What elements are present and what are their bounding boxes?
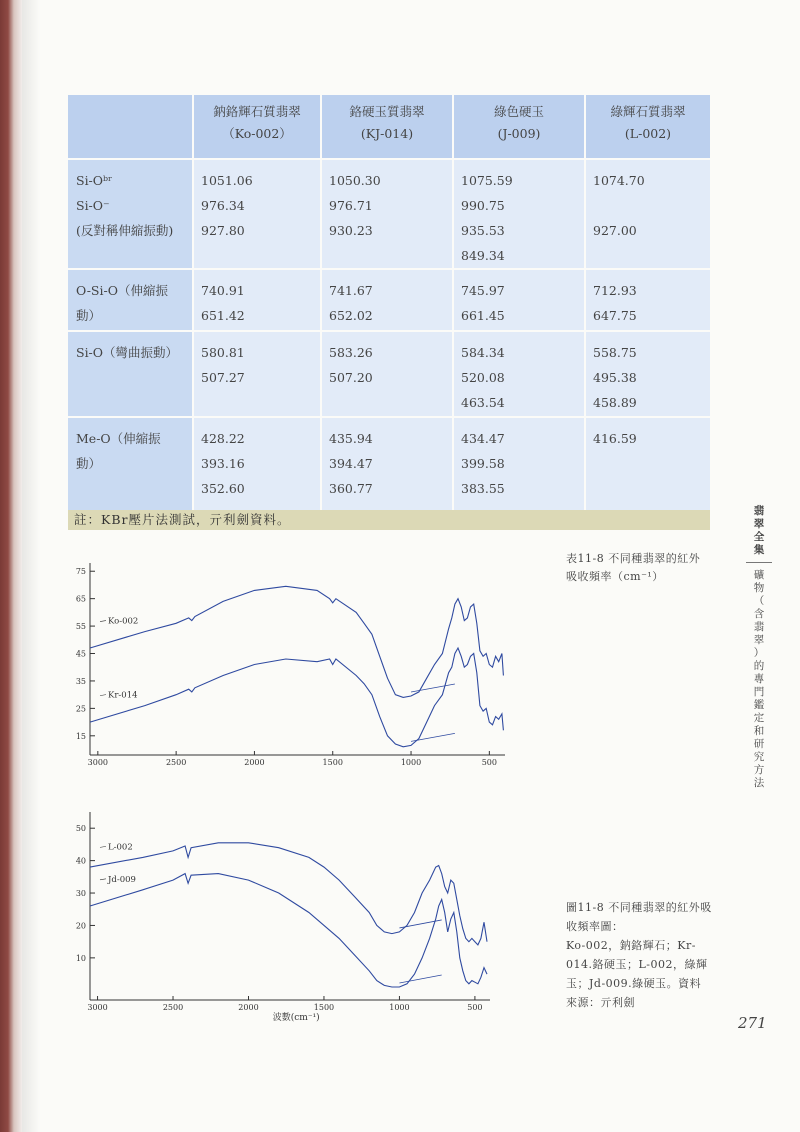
cell-value: 927.80 <box>201 223 245 238</box>
y-tick-label: 75 <box>75 567 86 577</box>
x-axis-label: 波數(cm⁻¹) <box>272 1013 320 1023</box>
y-tick-label: 30 <box>75 889 86 899</box>
x-tick-label: 2000 <box>238 1003 259 1012</box>
cell-value: 661.45 <box>461 308 505 323</box>
caption-line: Ko-002，鈉鉻輝石；Kr- <box>566 939 696 952</box>
caption-line: 收頻率圖： <box>566 920 624 933</box>
cell-value: 1075.59 <box>461 173 513 188</box>
sidebar-char: 翡 <box>753 621 765 633</box>
table-cell <box>321 331 453 417</box>
table-row <box>68 417 710 517</box>
series-label-leader <box>100 621 106 622</box>
sidebar-char: 翠 <box>753 634 765 646</box>
sidebar-char: 和 <box>753 725 765 737</box>
x-tick-label: 1500 <box>313 1003 335 1012</box>
sidebar-char: 含 <box>753 608 765 620</box>
table-cell <box>193 269 321 331</box>
x-tick-label: 3000 <box>87 758 109 767</box>
cell-value: 927.00 <box>593 223 637 238</box>
x-tick-label: 2500 <box>162 1003 184 1012</box>
page-number: 271 <box>738 1014 767 1032</box>
header-name: 鉻硬玉質翡翠 <box>349 104 425 119</box>
sidebar-title <box>746 505 772 557</box>
caption-line: 來源：亓利劍 <box>566 996 635 1009</box>
cell-value: 435.94 <box>329 431 373 446</box>
sidebar-char: 翡 <box>753 505 765 517</box>
caption-line: 014.鉻硬玉；L-002，綠輝 <box>566 958 708 971</box>
row-label-line: 動） <box>76 308 102 323</box>
y-tick-label: 55 <box>75 622 86 632</box>
table-cell <box>585 269 710 331</box>
row-label-line: Si-O（彎曲振動） <box>76 345 179 360</box>
sidebar-char: 定 <box>753 712 765 724</box>
cell-value: 394.47 <box>329 456 373 471</box>
table-caption <box>566 550 726 586</box>
x-tick-label: 2000 <box>244 758 265 767</box>
cell-value: 360.77 <box>329 481 373 496</box>
sidebar-char: 物 <box>753 582 765 594</box>
cell-value: 393.16 <box>201 456 245 471</box>
series-label-leader <box>100 695 106 696</box>
book-spine <box>0 0 22 1132</box>
sidebar-char: 研 <box>753 738 765 750</box>
series-line-Ko-002 <box>90 586 503 697</box>
cell-value: 1074.70 <box>593 173 645 188</box>
x-tick-label: 500 <box>481 758 497 767</box>
cell-value: 434.47 <box>461 431 505 446</box>
header-corner <box>68 95 193 159</box>
cell-value: 1051.06 <box>201 173 253 188</box>
cell-value: 712.93 <box>593 283 637 298</box>
x-tick-label: 3000 <box>87 1003 108 1012</box>
annotation-line <box>399 975 441 983</box>
table-header-row <box>68 95 710 159</box>
series-label-leader <box>100 879 106 880</box>
header-name: 鈉鉻輝石質翡翠 <box>213 104 301 119</box>
cell-value: 976.71 <box>329 198 373 213</box>
annotation-line <box>411 733 455 741</box>
table-cell <box>321 417 453 517</box>
table-cell <box>193 417 321 517</box>
header-col-2 <box>321 95 453 159</box>
x-tick-label: 1500 <box>322 758 343 767</box>
cell-value: 647.75 <box>593 308 637 323</box>
cell-value: 976.34 <box>201 198 245 213</box>
caption-line: 吸收頻率（cm⁻¹） <box>566 570 664 583</box>
cell-value: 584.34 <box>461 345 505 360</box>
header-name: 綠輝石質翡翠 <box>610 104 686 119</box>
cell-value: 930.23 <box>329 223 373 238</box>
sidebar-char: 的 <box>753 660 765 672</box>
table-cell <box>453 159 585 269</box>
caption-line: 玉；Jd-009.綠硬玉。資料 <box>566 977 702 990</box>
header-name: 綠色硬玉 <box>493 104 544 119</box>
sidebar-char: 法 <box>753 777 765 789</box>
cell-value: 399.58 <box>461 456 505 471</box>
cell-value: 463.54 <box>461 395 505 410</box>
table-cell <box>453 269 585 331</box>
x-tick-label: 1000 <box>400 758 422 767</box>
header-col-4 <box>585 95 710 159</box>
annotation-line <box>411 684 455 692</box>
sidebar-subtitle <box>746 569 772 790</box>
cell-value: 740.91 <box>201 283 245 298</box>
cell-value: 849.34 <box>461 248 505 263</box>
series-label-leader <box>100 846 106 847</box>
row-label <box>68 159 193 269</box>
cell-value: 416.59 <box>593 431 637 446</box>
cell-value: 520.08 <box>461 370 505 385</box>
y-tick-label: 45 <box>75 649 86 659</box>
table-row <box>68 331 710 417</box>
series-line-L-002 <box>90 843 487 945</box>
header-code: (KJ-014) <box>360 126 414 141</box>
table-cell <box>453 331 585 417</box>
series-line-Kr-014 <box>90 648 503 747</box>
y-tick-label: 25 <box>75 704 86 714</box>
sidebar-char: 全 <box>753 531 765 543</box>
cell-value: 428.22 <box>201 431 245 446</box>
sidebar-char: 礦 <box>753 569 765 581</box>
cell-value: 383.55 <box>461 481 505 496</box>
table-cell <box>193 331 321 417</box>
cell-value <box>593 193 710 218</box>
x-tick-label: 1000 <box>389 1003 410 1012</box>
table-cell <box>453 417 585 517</box>
sidebar-char: 究 <box>753 751 765 763</box>
y-tick-label: 10 <box>75 953 86 963</box>
caption-line: 圖11-8 不同種翡翠的紅外吸 <box>566 901 712 914</box>
header-code: （Ko-002） <box>222 126 292 141</box>
ir-frequency-table <box>68 95 710 510</box>
y-tick-label: 15 <box>75 731 86 741</box>
series-line-Jd-009 <box>90 874 487 987</box>
cell-value: 745.97 <box>461 283 505 298</box>
ir-spectrum-chart-bottom <box>60 800 520 1030</box>
cell-value: 741.67 <box>329 283 373 298</box>
cell-value: 652.02 <box>329 308 373 323</box>
cell-value: 935.53 <box>461 223 505 238</box>
chapter-sidebar <box>746 505 772 790</box>
sidebar-char: 鑑 <box>753 699 765 711</box>
spine-shadow <box>22 0 40 1132</box>
row-label <box>68 417 193 517</box>
sidebar-char: 門 <box>753 686 765 698</box>
row-label-line: Si-Oᵇʳ <box>76 173 113 188</box>
table-note: 註：KBr壓片法測試，亓利劍資料。 <box>68 510 710 530</box>
sidebar-divider <box>746 562 772 563</box>
table-row <box>68 159 710 269</box>
cell-value: 507.27 <box>201 370 245 385</box>
header-col-1 <box>193 95 321 159</box>
y-tick-label: 50 <box>75 824 86 834</box>
table-cell <box>193 159 321 269</box>
cell-value: 558.75 <box>593 345 637 360</box>
table-cell <box>321 269 453 331</box>
cell-value: 583.26 <box>329 345 373 360</box>
caption-line: 表11-8 不同種翡翠的紅外 <box>566 552 701 565</box>
series-label: Jd-009 <box>108 874 136 885</box>
series-label: Ko-002 <box>108 616 139 627</box>
cell-value: 507.20 <box>329 370 373 385</box>
row-label-line: Me-O（伸縮振 <box>76 431 161 446</box>
cell-value: 458.89 <box>593 395 637 410</box>
table-cell <box>585 159 710 269</box>
header-col-3 <box>453 95 585 159</box>
y-tick-label: 20 <box>75 921 86 931</box>
table-cell <box>585 331 710 417</box>
row-label-line: 動） <box>76 456 102 471</box>
sidebar-char: 集 <box>753 544 765 556</box>
row-label <box>68 269 193 331</box>
ir-spectrum-chart-top <box>60 555 520 770</box>
cell-value: 990.75 <box>461 198 505 213</box>
series-label: L-002 <box>108 842 133 853</box>
header-code: (L-002) <box>624 126 672 141</box>
header-code: (J-009) <box>497 126 541 141</box>
x-tick-label: 500 <box>467 1003 483 1012</box>
sidebar-char: 專 <box>753 673 765 685</box>
sidebar-char: ） <box>753 647 765 659</box>
cell-value: 580.81 <box>201 345 245 360</box>
y-tick-label: 35 <box>75 676 86 686</box>
sidebar-char: （ <box>753 595 765 607</box>
table-grid <box>68 95 710 518</box>
table-cell <box>321 159 453 269</box>
row-label-line: Si-O⁻ <box>76 198 110 213</box>
row-label-line: O-Si-O（伸縮振 <box>76 283 168 298</box>
cell-value: 495.38 <box>593 370 637 385</box>
row-label-line: (反對稱伸縮振動) <box>76 223 174 238</box>
y-tick-label: 65 <box>75 594 86 604</box>
figure-caption <box>566 898 726 1012</box>
sidebar-char: 方 <box>753 764 765 776</box>
y-tick-label: 40 <box>75 856 86 866</box>
table-cell <box>585 417 710 517</box>
series-label: Kr-014 <box>108 690 138 701</box>
cell-value: 352.60 <box>201 481 245 496</box>
cell-value: 651.42 <box>201 308 245 323</box>
sidebar-char: 翠 <box>753 518 765 530</box>
row-label <box>68 331 193 417</box>
cell-value: 1050.30 <box>329 173 381 188</box>
table-row <box>68 269 710 331</box>
x-tick-label: 2500 <box>165 758 187 767</box>
